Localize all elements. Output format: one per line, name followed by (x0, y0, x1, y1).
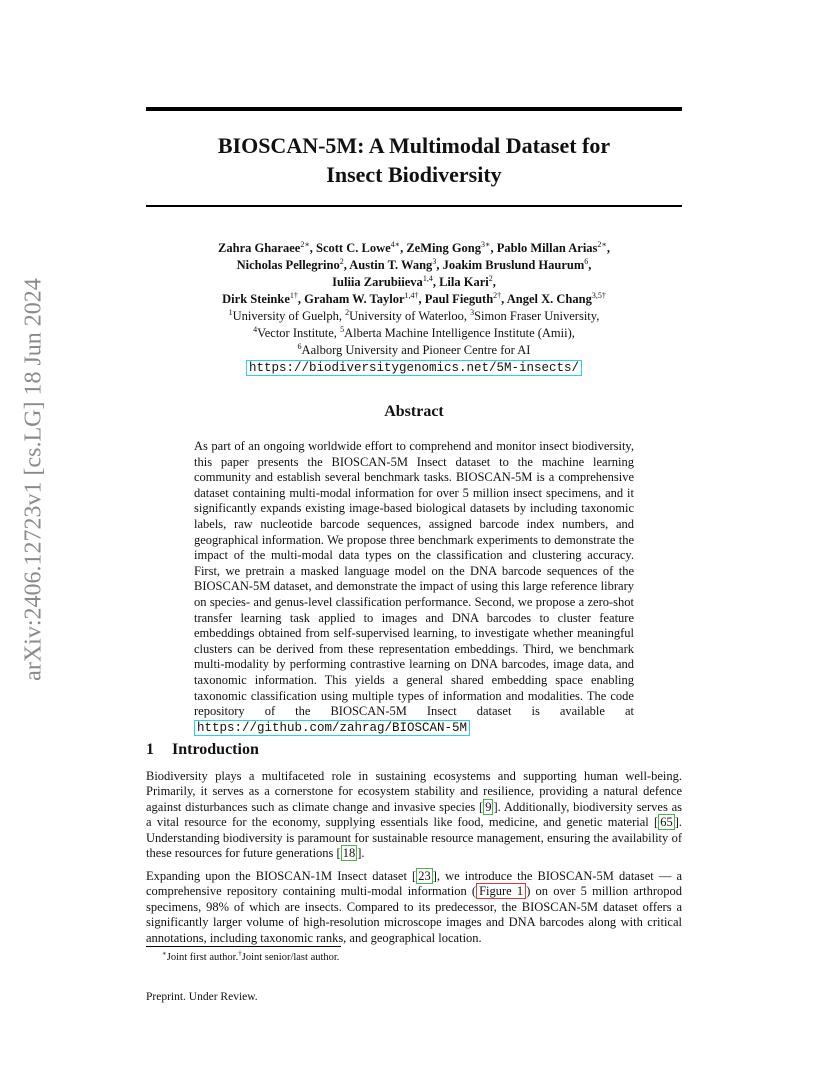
affiliation: Alberta Machine Intelligence Institute (Amii), (344, 326, 575, 340)
paragraph-text: Biodiversity plays a multifaceted role in sustaining ecosystems and supporting human well-being. Primarily, it serves as a cornerstone for ecosystem stability and resilience, providing a natural defence against disturbances such as climate change and invasive species (146, 769, 682, 814)
preprint-note: Preprint. Under Review. (146, 991, 258, 1003)
author-sup: 3 (432, 256, 437, 266)
author-name: Angel X. Chang (506, 292, 592, 306)
code-repo-link[interactable]: https://github.com/zahrag/BIOSCAN-5M (194, 720, 470, 736)
affiliation: Vector Institute, (257, 326, 341, 340)
affiliation: Simon Fraser University, (474, 309, 600, 323)
author-sup: 2 (339, 256, 344, 266)
affil-sup: 2 (345, 307, 350, 317)
footnote-mark: ∗ (162, 949, 167, 958)
affiliation: University of Guelph, (232, 309, 346, 323)
author-sup: 2∗ (300, 239, 310, 249)
footnote-mark: † (238, 949, 242, 958)
author-sup: 3∗ (481, 239, 491, 249)
intro-paragraph-2: Expanding upon the BIOSCAN-1M Insect dataset [ 23 ], we introduce the BIOSCAN-5M dataset — a comprehensive repository containing multi-modal information ( Figure 1 ) on over 5 million arthropod specimens, 98% of which are insects. Compared to its predecessor, the BIOSCAN-5M dataset offers a significantly larger volume of high-resolution microscope images and DNA barcodes along with critical annotations, including taxonomic ranks, and geographical location. (146, 869, 683, 945)
author-name: Paul Fieguth (424, 292, 494, 306)
paper-title (146, 131, 682, 189)
author-sup: 1,4 (422, 273, 433, 283)
affil-sup: 3 (470, 307, 475, 317)
author-sup: 4∗ (390, 239, 401, 249)
author-name: Nicholas Pellegrino (236, 258, 340, 272)
author-name: Joakim Bruslund Haurum (442, 258, 585, 272)
affiliation-line-2 (146, 325, 682, 342)
abstract-body (194, 439, 634, 736)
author-line-2: Nicholas Pellegrino$^2$, Austin T. Wang$^3$, Joakim Bruslund Haurum$^6$, (236, 256, 592, 272)
author-name: Dirk Steinke (222, 292, 290, 306)
author-name: Zahra Gharaee (218, 241, 301, 255)
figure-reference-link[interactable]: Figure 1 (476, 883, 526, 899)
section-heading (146, 741, 259, 759)
section-number: 1 (146, 741, 154, 758)
affiliation: Aalborg University and Pioneer Centre for AI (301, 343, 531, 357)
title-top-rule (146, 107, 682, 111)
author-sup: 1† (289, 290, 298, 300)
title-bottom-rule (146, 205, 682, 207)
footnote-text: Joint senior/last author. (241, 952, 340, 963)
author-sup: 2∗ (597, 239, 607, 249)
affil-sup: 6 (297, 341, 302, 351)
author-sup: 3,5† (591, 290, 606, 300)
citation-link[interactable]: 18 (342, 846, 356, 861)
author-name: ZeMing Gong (406, 241, 482, 255)
affil-sup: 4 (253, 324, 258, 334)
citation-link[interactable]: 65 (660, 815, 673, 830)
project-url-link[interactable]: https://biodiversitygenomics.net/5M-insects/ (246, 360, 582, 376)
footnote (162, 949, 340, 963)
author-line-1: Zahra Gharaee$^{2∗}$, Scott C. Lowe$^{4∗}$, ZeMing Gong$^{3∗}$, Pablo Millan Arias$^{2∗}$, (218, 239, 610, 255)
paragraph-text: on over 5 million arthropod specimens, 98% of which are insects. Compared to its predecessor, the BIOSCAN-5M dataset offers a significantly larger volume of high-resolution microscope images and DNA barcodes along with critical annotations, including taxonomic ranks, and geographical location. (146, 884, 683, 945)
author-name: Scott C. Lowe (316, 241, 391, 255)
paragraph-text: . Additionally, biodiversity serves as a vital resource for the economy, supplying essentials like food, medicine, and genetic material (146, 799, 682, 830)
title-line-1: BIOSCAN-5M: A Multimodal Dataset for (217, 133, 611, 158)
project-url-line (146, 359, 682, 377)
citation-link[interactable]: 23 (418, 869, 431, 883)
author-name: Austin T. Wang (349, 258, 433, 272)
abstract-heading: Abstract (384, 403, 444, 420)
author-block (146, 240, 682, 377)
footnote-rule (146, 946, 341, 947)
author-name: Graham W. Taylor (304, 292, 405, 306)
citation-link[interactable]: 9 (485, 799, 492, 814)
section-title: Introduction (172, 741, 259, 758)
author-sup: 2† (493, 290, 502, 300)
author-line-3: Iuliia Zarubiieva$^{1,4}$, Lila Kari$^2$, (332, 273, 496, 289)
paragraph-text: Expanding upon the BIOSCAN-1M Insect dataset (146, 869, 413, 883)
author-name: Lila Kari (439, 275, 489, 289)
author-sup: 2 (488, 273, 493, 283)
author-name: Pablo Millan Arias (496, 241, 598, 255)
abstract-text: As part of an ongoing worldwide effort to comprehend and monitor insect biodiversity, this paper presents the BIOSCAN-5M Insect dataset to the machine learning community and establish several benchmark tasks. BIOSCAN-5M is a comprehensive dataset containing multi-modal information for over 5 million insect specimens, and it significantly expands existing image-based biological datasets by including taxonomic labels, raw nucleotide barcode sequences, assigned barcode index numbers, and geographical information. We propose three benchmark experiments to demonstrate the impact of the multi-modal data types on the classification and clustering accuracy. First, we pretrain a masked language model on the DNA barcode sequences of the BIOSCAN-5M dataset, and demonstrate the impact of using this large reference library on species- and genus-level classification performance. Second, we propose a zero-shot transfer learning task applied to images and DNA barcodes to cluster feature embeddings obtained from self-supervised learning, to investigate whether meaningful clusters can be derived from these representation embeddings. Third, we benchmark multi-modality by performing contrastive learning on DNA barcodes, image data, and taxonomic information. This yields a general shared embedding space enabling taxonomic classification using multiple types of information and modalities. The code repository of the BIOSCAN-5M Insect dataset is available at (194, 439, 634, 719)
affiliation-line-3 (146, 342, 682, 359)
intro-paragraph-1: Biodiversity plays a multifaceted role in sustaining ecosystems and supporting human well-being. Primarily, it serves as a cornerstone for ecosystem stability and resilience, providing a natural defence against disturbances such as climate change and invasive species [ 9 ]. Additionally, biodiversity serves as a vital resource for the economy, supplying essentials like food, medicine, and genetic material [ 65 ]. Understanding biodiversity is paramount for sustainable resource management, ensuring the availability of these resources for future generations [ 18 ]. (146, 769, 682, 861)
author-sup: 6 (584, 256, 589, 266)
author-name: Iuliia Zarubiieva (332, 275, 423, 289)
arxiv-stamp: arXiv:2406.12723v1 [cs.LG] 18 Jun 2024 (20, 278, 47, 681)
paragraph-text: . Understanding biodiversity is paramount for sustainable resource management, ensuring the availability of these resources for future generations (146, 815, 682, 861)
affil-sup: 1 (228, 307, 233, 317)
title-line-2: Insect Biodiversity (326, 162, 502, 187)
paragraph-text: , we introduce the BIOSCAN-5M dataset — a comprehensive repository containing multi-modal information (146, 869, 682, 899)
author-line-4: Dirk Steinke$^{1\dagger}$, Graham W. Taylor$^{1,4\dagger}$, Paul Fieguth$^{2\dagger}$, Angel X. Chang$^{3,5\dagger}$ (222, 290, 606, 306)
footnote-text: Joint first author. (166, 952, 239, 963)
affiliation-line-1 (146, 308, 682, 325)
author-sup: 1,4† (404, 290, 419, 300)
affiliation: University of Waterloo, (349, 309, 471, 323)
affil-sup: 5 (340, 324, 345, 334)
paragraph-text: . (361, 846, 365, 861)
